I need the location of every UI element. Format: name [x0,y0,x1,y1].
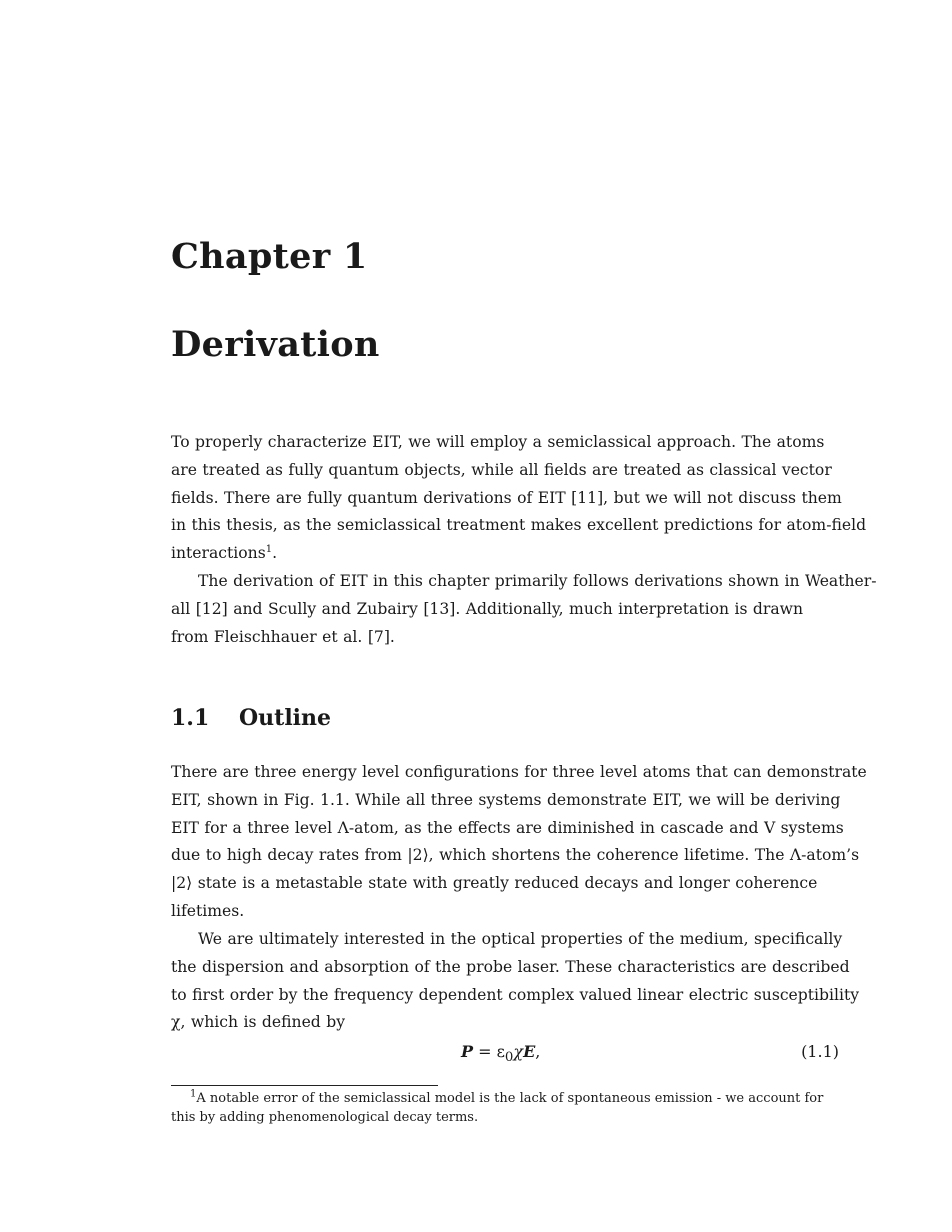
footnote-line: this by adding phenomenological decay terms. [171,1110,479,1125]
equation-number: (1.1) [801,1042,839,1061]
intro-paragraph-2 [171,568,877,651]
text-line: |2⟩ state is a metastable state with greatly reduced decays and longer coherence [171,874,818,893]
chapter-label: Chapter 1 [171,236,368,277]
equation-body: $P = \varepsilon_0\chi E$, [461,1042,541,1066]
text-line: We are ultimately interested in the optical properties of the medium, specifically [198,930,843,948]
section-number: 1.1 [171,705,210,731]
footnote-reference[interactable]: 1 [265,544,273,555]
chapter-title: Derivation [171,324,380,365]
text-line: due to high decay rates from |2⟩, which shortens the coherence lifetime. The Λ-atom’s [171,846,860,865]
text-line: lifetimes. [171,901,245,920]
section-title: Outline [239,705,332,731]
text-line: fields. There are fully quantum derivations of EIT [11], but we will not discuss them [171,488,842,507]
text-line: to first order by the frequency dependent complex valued linear electric susceptibility [171,985,860,1004]
section-heading [171,705,331,731]
text-line: are treated as fully quantum objects, while all fields are treated as classical vector [171,460,832,479]
footnote-line: $^1$A notable error of the semiclassical model is the lack of spontaneous emission - we account for [190,1088,824,1106]
text-line: χ, which is defined by [171,1013,346,1032]
text-line: interactions$^1$. [171,544,278,563]
text-line: from Fleischhauer et al. [7]. [171,627,395,646]
text-line: There are three energy level configurations for three level atoms that can demonstrate [171,763,867,781]
text-line: The derivation of EIT in this chapter primarily follows derivations shown in Weather- [198,572,877,590]
footnote-rule [171,1085,438,1086]
text-line: EIT for a three level Λ-atom, as the effects are diminished in cascade and V systems [171,818,844,837]
text-line: the dispersion and absorption of the probe laser. These characteristics are described [171,957,850,976]
footnote-mark: 1 [190,1088,197,1100]
text-line: all [12] and Scully and Zubairy [13]. Additionally, much interpretation is drawn [171,599,804,618]
section-paragraph-1 [171,759,867,926]
footnote [171,1089,839,1127]
section-paragraph-2 [171,926,860,1037]
text-line: EIT, shown in Fig. 1.1. While all three systems demonstrate EIT, we will be deriving [171,790,841,809]
text-line: in this thesis, as the semiclassical treatment makes excellent predictions for atom-field [171,516,867,535]
intro-paragraph-1 [171,429,867,568]
text-line: To properly characterize EIT, we will employ a semiclassical approach. The atoms [171,433,825,451]
